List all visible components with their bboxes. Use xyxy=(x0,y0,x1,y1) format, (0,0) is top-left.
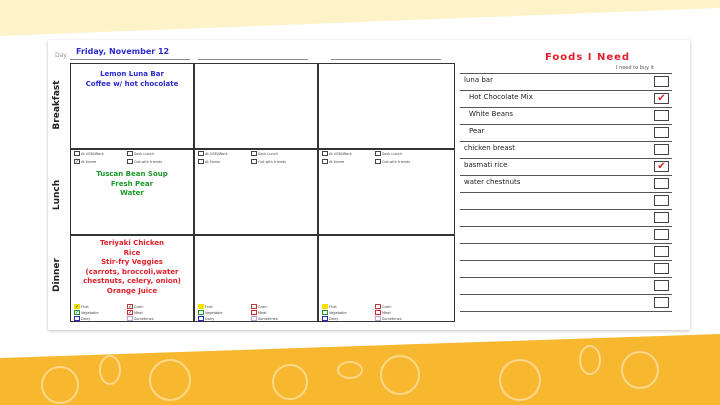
location-option[interactable]: Sack Lunch xyxy=(375,151,402,156)
checkbox[interactable] xyxy=(74,316,80,321)
checkbox[interactable] xyxy=(74,151,80,156)
food-group-option[interactable]: Dairy xyxy=(74,316,90,321)
checkbox[interactable] xyxy=(322,159,328,164)
checkbox[interactable] xyxy=(322,151,328,156)
buy-checkbox[interactable] xyxy=(654,263,669,274)
buy-checkbox[interactable] xyxy=(654,127,669,138)
list-line xyxy=(460,260,672,261)
row-label-breakfast: Breakfast xyxy=(52,80,62,130)
buy-checkbox[interactable] xyxy=(654,280,669,291)
food-group-option[interactable]: ✓ Fruit xyxy=(75,304,89,310)
buy-checkbox[interactable] xyxy=(654,229,669,240)
food-group-option[interactable]: Meat xyxy=(375,310,391,315)
checkbox[interactable] xyxy=(198,159,204,164)
buy-checkbox[interactable] xyxy=(654,246,669,257)
buy-checkbox[interactable] xyxy=(654,297,669,308)
food-group-option[interactable]: Sometimes xyxy=(375,316,402,321)
dinner-entry: Teriyaki Chicken Rice Stir-fry Veggies (carrots, broccoli,water chestnuts, celery, onion) Orange Juice xyxy=(83,239,181,295)
checkbox[interactable]: ✓ xyxy=(128,304,133,310)
list-line xyxy=(460,243,672,244)
list-line xyxy=(460,294,672,295)
food-group-option[interactable]: Grain xyxy=(251,304,268,309)
food-group-option[interactable]: Fruit xyxy=(322,304,337,309)
buy-checkbox[interactable] xyxy=(654,76,669,87)
list-line xyxy=(460,226,672,227)
location-option[interactable]: At Home xyxy=(322,159,344,164)
list-line xyxy=(460,175,672,176)
day-line xyxy=(70,59,190,60)
breakfast-entry: Lemon Luna Bar Coffee w/ hot chocolate xyxy=(85,70,179,88)
checkbox[interactable] xyxy=(251,159,257,164)
list-line xyxy=(460,192,672,193)
buy-checkbox[interactable]: ✔ xyxy=(654,161,669,172)
location-option[interactable]: Sack Lunch xyxy=(251,151,278,156)
buy-checkbox[interactable] xyxy=(654,178,669,189)
buy-checkbox[interactable] xyxy=(654,212,669,223)
checkbox[interactable] xyxy=(127,159,133,164)
location-option[interactable]: Out with friends xyxy=(251,159,286,164)
list-line xyxy=(460,90,672,91)
checkbox[interactable] xyxy=(127,151,133,156)
day-line xyxy=(198,59,308,60)
buy-checkbox[interactable] xyxy=(654,195,669,206)
food-group-option[interactable]: Dairy xyxy=(322,316,338,321)
checkbox[interactable]: ✓ xyxy=(75,159,80,165)
location-option[interactable]: Out with friends xyxy=(127,159,162,164)
bottom-fruit-pattern-band xyxy=(0,330,720,405)
foods-title: Foods I Need xyxy=(545,52,631,63)
food-group-option[interactable]: Grain xyxy=(375,304,392,309)
checkbox[interactable] xyxy=(322,310,328,315)
checkbox[interactable] xyxy=(375,151,381,156)
checkbox[interactable] xyxy=(127,316,133,321)
checkbox[interactable]: ✓ xyxy=(75,310,80,316)
checkbox[interactable] xyxy=(375,159,381,164)
food-group-option[interactable]: Dairy xyxy=(198,316,214,321)
food-group-option[interactable]: ✓ Meat xyxy=(128,310,143,316)
list-line xyxy=(460,141,672,142)
day-line xyxy=(331,59,441,60)
checkbox[interactable] xyxy=(198,304,204,309)
food-item: White Beans xyxy=(469,110,514,118)
location-option[interactable]: Out with friends xyxy=(375,159,410,164)
location-option[interactable]: At Home xyxy=(198,159,220,164)
food-group-option[interactable]: Fruit xyxy=(198,304,213,309)
food-group-option[interactable]: Sometimes xyxy=(251,316,278,321)
location-option[interactable]: ✓ At Home xyxy=(75,159,97,165)
checkbox[interactable] xyxy=(322,316,328,321)
meal-planner-sheet xyxy=(48,40,690,330)
food-group-option[interactable]: Vegetable xyxy=(198,310,223,315)
buy-checkbox[interactable]: ✔ xyxy=(654,93,669,104)
food-group-option[interactable]: ✓ Grain xyxy=(128,304,144,310)
lunch-entry: Tuscan Bean Soup Fresh Pear Water xyxy=(96,170,168,197)
food-item: water chestnuts xyxy=(464,178,521,186)
list-line xyxy=(460,158,672,159)
food-item: luna bar xyxy=(464,76,493,84)
day-value: Friday, November 12 xyxy=(76,47,170,56)
list-line xyxy=(460,311,672,312)
checkbox[interactable] xyxy=(375,310,381,315)
list-line xyxy=(460,277,672,278)
checkbox[interactable] xyxy=(251,304,257,309)
location-option[interactable]: At USM/Work xyxy=(74,151,104,156)
row-label-lunch: Lunch xyxy=(52,179,62,211)
food-item: Hot Chocolate Mix xyxy=(469,93,533,101)
list-line xyxy=(460,209,672,210)
food-item: chicken breast xyxy=(464,144,516,152)
day-label: Day xyxy=(55,52,67,59)
location-option[interactable]: Sack Lunch xyxy=(127,151,154,156)
list-line xyxy=(460,124,672,125)
food-group-option[interactable]: Vegetable xyxy=(322,310,347,315)
food-group-option[interactable]: Sometimes xyxy=(127,316,154,321)
checkbox[interactable] xyxy=(375,316,381,321)
checkbox[interactable] xyxy=(251,151,257,156)
row-label-dinner: Dinner xyxy=(52,258,62,292)
food-item: Pear xyxy=(469,127,485,135)
checkbox[interactable] xyxy=(251,310,257,315)
checkbox[interactable]: ✓ xyxy=(75,304,80,310)
food-group-option[interactable]: ✓ Vegetable xyxy=(75,310,99,316)
checkbox[interactable] xyxy=(322,304,328,309)
buy-checkbox[interactable] xyxy=(654,110,669,121)
food-item: basmati rice xyxy=(464,161,508,169)
list-line xyxy=(460,107,672,108)
checkbox[interactable] xyxy=(375,304,381,309)
checkbox[interactable] xyxy=(251,316,257,321)
meal-grid xyxy=(70,63,455,322)
checkbox[interactable] xyxy=(198,151,204,156)
checkbox[interactable]: ✓ xyxy=(128,310,133,316)
buy-checkbox[interactable] xyxy=(654,144,669,155)
location-option[interactable]: At USM/Work xyxy=(198,151,228,156)
checkbox[interactable] xyxy=(198,310,204,315)
checkbox[interactable] xyxy=(198,316,204,321)
foods-subtitle: I need to buy it xyxy=(616,65,654,71)
food-group-option[interactable]: Meat xyxy=(251,310,267,315)
location-option[interactable]: At USM/Work xyxy=(322,151,352,156)
